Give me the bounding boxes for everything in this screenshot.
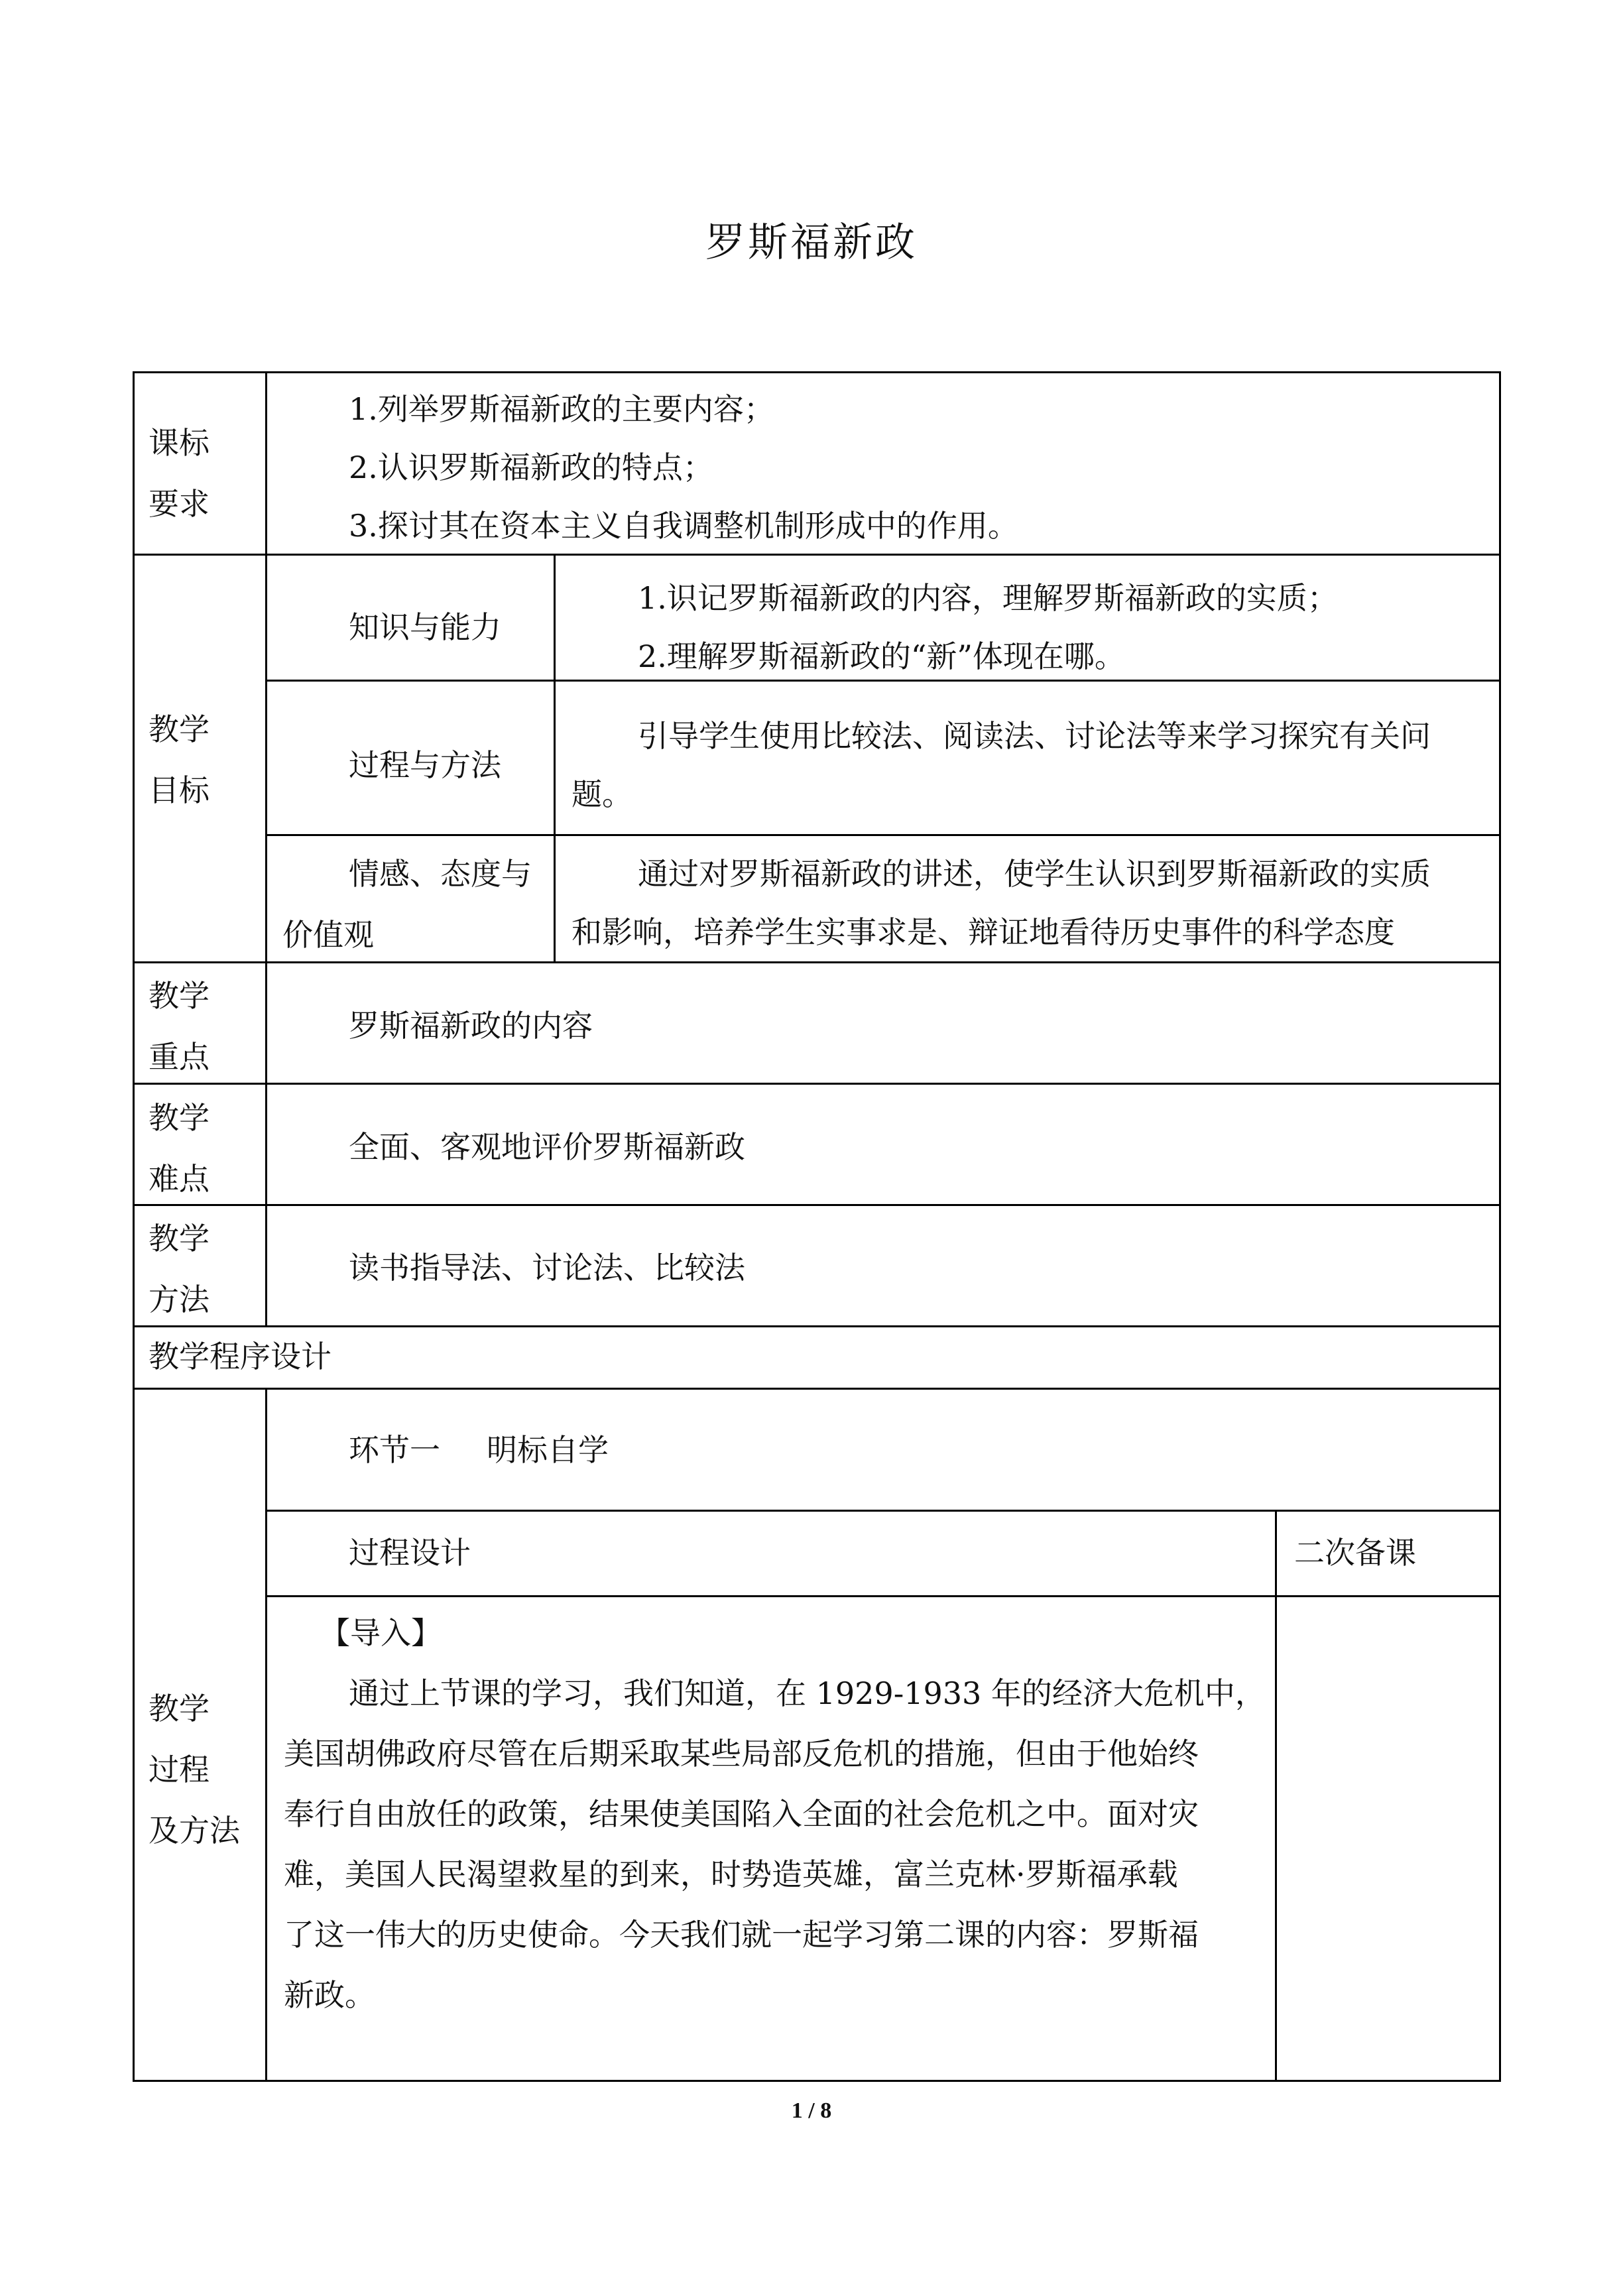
knowledge-line: 1.识记罗斯福新政的内容，理解罗斯福新政的实质； <box>638 580 1338 616</box>
intro-line: 了这一伟大的历史使命。今天我们就一起学习第二课的内容：罗斯福 <box>284 1917 1199 1953</box>
page-number: 1 / 8 <box>791 2098 832 2123</box>
process-label <box>149 1678 240 1861</box>
process-method-line: 引导学生使用比较法、阅读法、讨论法等来学习探究有关问 <box>638 718 1431 754</box>
objectives-label-line1: 教学 <box>149 711 210 747</box>
table-border-bottom <box>133 2080 1501 2082</box>
row-divider <box>265 1595 1501 1597</box>
emotion-label-line1: 情感、态度与 <box>349 856 532 892</box>
difficulties-label-line1: 教学 <box>149 1100 210 1136</box>
emotion-label-line2: 价值观 <box>282 917 374 953</box>
methods-label <box>149 1208 210 1330</box>
table-border-left <box>133 371 135 2082</box>
process-label-line1: 教学 <box>149 1691 210 1726</box>
knowledge-line: 2.理解罗斯福新政的“新”体现在哪。 <box>638 638 1125 674</box>
column-divider <box>1275 1510 1277 2082</box>
column-divider <box>554 554 556 961</box>
objectives-label <box>149 699 210 821</box>
objectives-label-line2: 目标 <box>149 772 210 808</box>
emotion-label <box>282 843 532 965</box>
row-divider <box>133 1388 1501 1390</box>
intro-heading: 【导入】 <box>320 1615 442 1651</box>
col-notes-header: 二次备课 <box>1294 1535 1416 1571</box>
key-points-label <box>149 965 210 1087</box>
row-divider <box>133 1325 1501 1327</box>
row-divider <box>133 1083 1501 1085</box>
methods-label-line2: 方法 <box>149 1282 210 1317</box>
process-label-line3: 及方法 <box>149 1813 240 1848</box>
stage-name: 环节一 <box>349 1432 440 1468</box>
col-design-header: 过程设计 <box>349 1535 471 1571</box>
process-label-line2: 过程 <box>149 1752 210 1787</box>
row-divider <box>265 834 1501 836</box>
stage-title: 明标自学 <box>487 1432 609 1468</box>
intro-line: 奉行自由放任的政策，结果使美国陷入全面的社会危机之中。面对灾 <box>284 1796 1199 1832</box>
emotion-line: 和影响，培养学生实事求是、辩证地看待历史事件的科学态度 <box>571 914 1395 950</box>
process-method-line: 题。 <box>571 776 632 812</box>
standard-label-line1: 课标 <box>149 425 210 461</box>
row-divider <box>133 1204 1501 1206</box>
column-divider <box>265 1388 267 2082</box>
column-divider <box>265 371 267 1325</box>
methods-value: 读书指导法、讨论法、比较法 <box>349 1250 745 1286</box>
page-title: 罗斯福新政 <box>705 219 918 266</box>
process-method-label: 过程与方法 <box>349 747 501 783</box>
program-design-heading: 教学程序设计 <box>149 1339 331 1374</box>
standard-item: 1.列举罗斯福新政的主要内容； <box>349 391 774 427</box>
emotion-line: 通过对罗斯福新政的讲述，使学生认识到罗斯福新政的实质 <box>638 856 1431 892</box>
intro-line: 通过上节课的学习，我们知道，在 1929-1933 年的经济大危机中， <box>349 1675 1266 1711</box>
methods-label-line1: 教学 <box>149 1221 210 1256</box>
difficulties-value: 全面、客观地评价罗斯福新政 <box>349 1129 745 1165</box>
intro-line: 美国胡佛政府尽管在后期采取某些局部反危机的措施，但由于他始终 <box>284 1736 1199 1772</box>
stage-heading <box>349 1420 609 1480</box>
intro-line: 新政。 <box>284 1977 375 2013</box>
key-points-label-line1: 教学 <box>149 978 210 1014</box>
row-divider <box>265 1510 1501 1512</box>
key-points-value: 罗斯福新政的内容 <box>349 1008 593 1044</box>
standard-item: 2.认识罗斯福新政的特点； <box>349 450 713 485</box>
intro-line: 难，美国人民渴望救星的到来，时势造英雄，富兰克林·罗斯福承载 <box>284 1856 1178 1892</box>
lesson-plan-table <box>133 371 1501 2082</box>
standard-item: 3.探讨其在资本主义自我调整机制形成中的作用。 <box>349 508 1018 544</box>
standard-label-line2: 要求 <box>149 486 210 522</box>
standard-label <box>149 412 210 534</box>
knowledge-label: 知识与能力 <box>349 609 501 645</box>
difficulties-label-line2: 难点 <box>149 1161 210 1197</box>
table-border-top <box>133 371 1501 373</box>
intro-content <box>284 1603 1266 2025</box>
key-points-label-line2: 重点 <box>149 1039 210 1075</box>
difficulties-label <box>149 1087 210 1209</box>
table-border-right <box>1499 371 1501 2082</box>
